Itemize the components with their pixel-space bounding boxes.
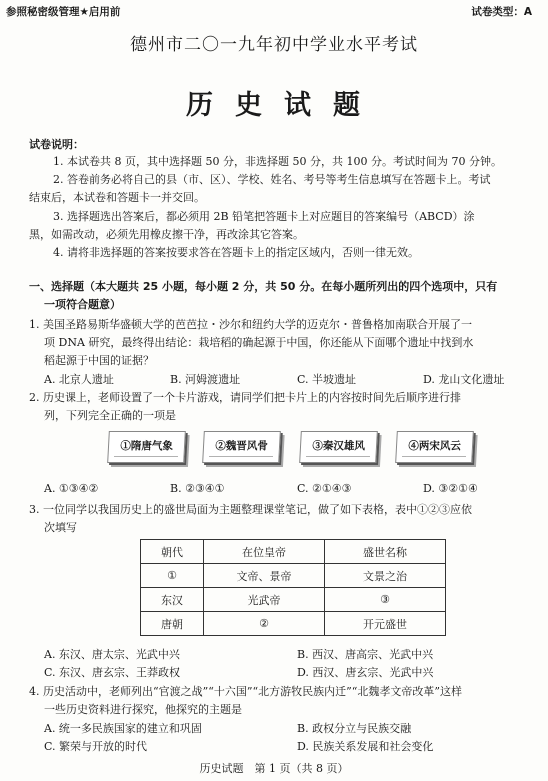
table-row: [141, 612, 446, 636]
section-heading: 一、选择题（本大题共 25 小题，每小题 2 分，共 50 分。在每小题所列出的四个选项中，只有: [29, 280, 498, 293]
q4-stem-1: 4. 历史活动中，老师列出“官渡之战”“十六国”“北方游牧民族内迁”“北魏孝文帝改革”这样: [29, 685, 462, 698]
table-row: [141, 588, 446, 612]
note-1: 1. 本试卷共 8 页，其中选择题 50 分，非选择题 50 分，共 100 分。考试时间为 70 分钟。: [53, 155, 502, 168]
card-label: ②魏晋风骨: [215, 440, 268, 452]
q1-option-c: C. 半坡遗址: [297, 373, 357, 386]
q2-stem-2: 列，下列完全正确的一项是: [44, 409, 176, 422]
exam-title: 德州市二〇一九年初中学业水平考试: [130, 35, 418, 55]
table-cell: 光武帝: [204, 588, 325, 612]
q2-option-b: B. ②③④①: [170, 482, 225, 495]
q1-option-d: D. 龙山文化遗址: [423, 373, 505, 386]
history-card-2: [202, 431, 281, 463]
paper-type-label: 试卷类型：A: [471, 6, 532, 18]
table-cell: ③: [325, 588, 446, 612]
table-header-cell: 在位皇帝: [204, 540, 325, 564]
section-heading-cont: 一项符合题意）: [44, 298, 121, 311]
note-3: 3. 选择题选出答案后，都必须用 2B 铅笔把答题卡上对应题目的答案编号（ABCD）涂: [53, 210, 475, 223]
confidentiality-label: 参照秘密级管理★启用前: [6, 6, 121, 18]
table-row: [141, 540, 446, 564]
q2-stem-1: 2. 历史课上，老师设置了一个卡片游戏，请同学们把卡片上的内容按时间先后顺序进行排: [29, 391, 461, 404]
history-card-3: [299, 431, 378, 463]
q3-option-b: B. 西汉、唐高宗、光武中兴: [297, 648, 434, 661]
q2-option-a: A. ①③④②: [44, 482, 99, 495]
card-label: ④两宋风云: [408, 440, 461, 452]
table-cell: ①: [141, 564, 204, 588]
table-header-cell: 盛世名称: [325, 540, 446, 564]
subject-title: 历史试题: [186, 90, 382, 121]
card-stripe: [209, 456, 272, 459]
q4-stem-2: 一些历史资料进行探究，他探究的主题是: [44, 703, 242, 716]
table-cell: 文景之治: [325, 564, 446, 588]
q3-option-c: C. 东汉、唐玄宗、王莽政权: [44, 666, 181, 679]
table-cell: 开元盛世: [325, 612, 446, 636]
q4-option-c: C. 繁荣与开放的时代: [44, 740, 148, 753]
q4-option-d: D. 民族关系发展和社会变化: [297, 740, 434, 753]
q1-stem-3: 稻起源于中国的证据？: [44, 354, 154, 367]
q1-option-b: B. 河姆渡遗址: [170, 373, 241, 386]
q3-stem-2: 次填写: [44, 521, 77, 534]
card-label: ①隋唐气象: [120, 440, 173, 452]
note-3-cont: 黑，如需改动，必须先用橡皮擦干净，再改涂其它答案。: [29, 228, 304, 241]
table-row: [141, 564, 446, 588]
note-4: 4. 请将非选择题的答案按要求答在答题卡上的指定区域内，否则一律无效。: [53, 246, 419, 259]
table-cell: 唐朝: [141, 612, 204, 636]
history-card-1: [107, 431, 186, 463]
table-header-cell: 朝代: [141, 540, 204, 564]
card-stripe: [114, 456, 177, 459]
notes-heading: 试卷说明：: [29, 138, 84, 151]
dynasty-table: [140, 539, 446, 636]
q3-option-d: D. 西汉、唐玄宗、光武中兴: [297, 666, 434, 679]
q1-stem-1: 1. 美国圣路易斯华盛顿大学的芭芭拉・沙尔和纽约大学的迈克尔・普鲁格加南联合开展了一: [29, 318, 472, 331]
note-2: 2. 答卷前务必将自己的县（市、区）、学校、姓名、考号等考生信息填写在答题卡上。考试: [53, 173, 491, 186]
q2-option-c: C. ②①④③: [297, 482, 352, 495]
q3-stem-1: 3. 一位同学以我国历史上的盛世局面为主题整理课堂笔记，做了如下表格，表中①②③应依: [29, 503, 472, 516]
q1-stem-2: 项 DNA 研究，最终得出结论：栽培稻的确起源于中国，你还能从下面哪个遗址中找到水: [44, 336, 474, 349]
q4-option-a: A. 统一多民族国家的建立和巩固: [44, 722, 202, 735]
card-stripe: [306, 456, 369, 459]
q2-option-d: D. ③②①④: [423, 482, 478, 495]
card-label: ③秦汉雄风: [312, 440, 365, 452]
table-cell: 文帝、景帝: [204, 564, 325, 588]
history-card-4: [395, 431, 474, 463]
q3-option-a: A. 东汉、唐太宗、光武中兴: [44, 648, 180, 661]
card-stripe: [402, 456, 465, 459]
table-cell: ②: [204, 612, 325, 636]
q4-option-b: B. 政权分立与民族交融: [297, 722, 412, 735]
table-cell: 东汉: [141, 588, 204, 612]
page-footer: 历史试题 第 1 页（共 8 页）: [199, 762, 349, 775]
note-2-cont: 结束后，本试卷和答题卡一并交回。: [29, 191, 205, 204]
q1-option-a: A. 北京人遗址: [44, 373, 114, 386]
